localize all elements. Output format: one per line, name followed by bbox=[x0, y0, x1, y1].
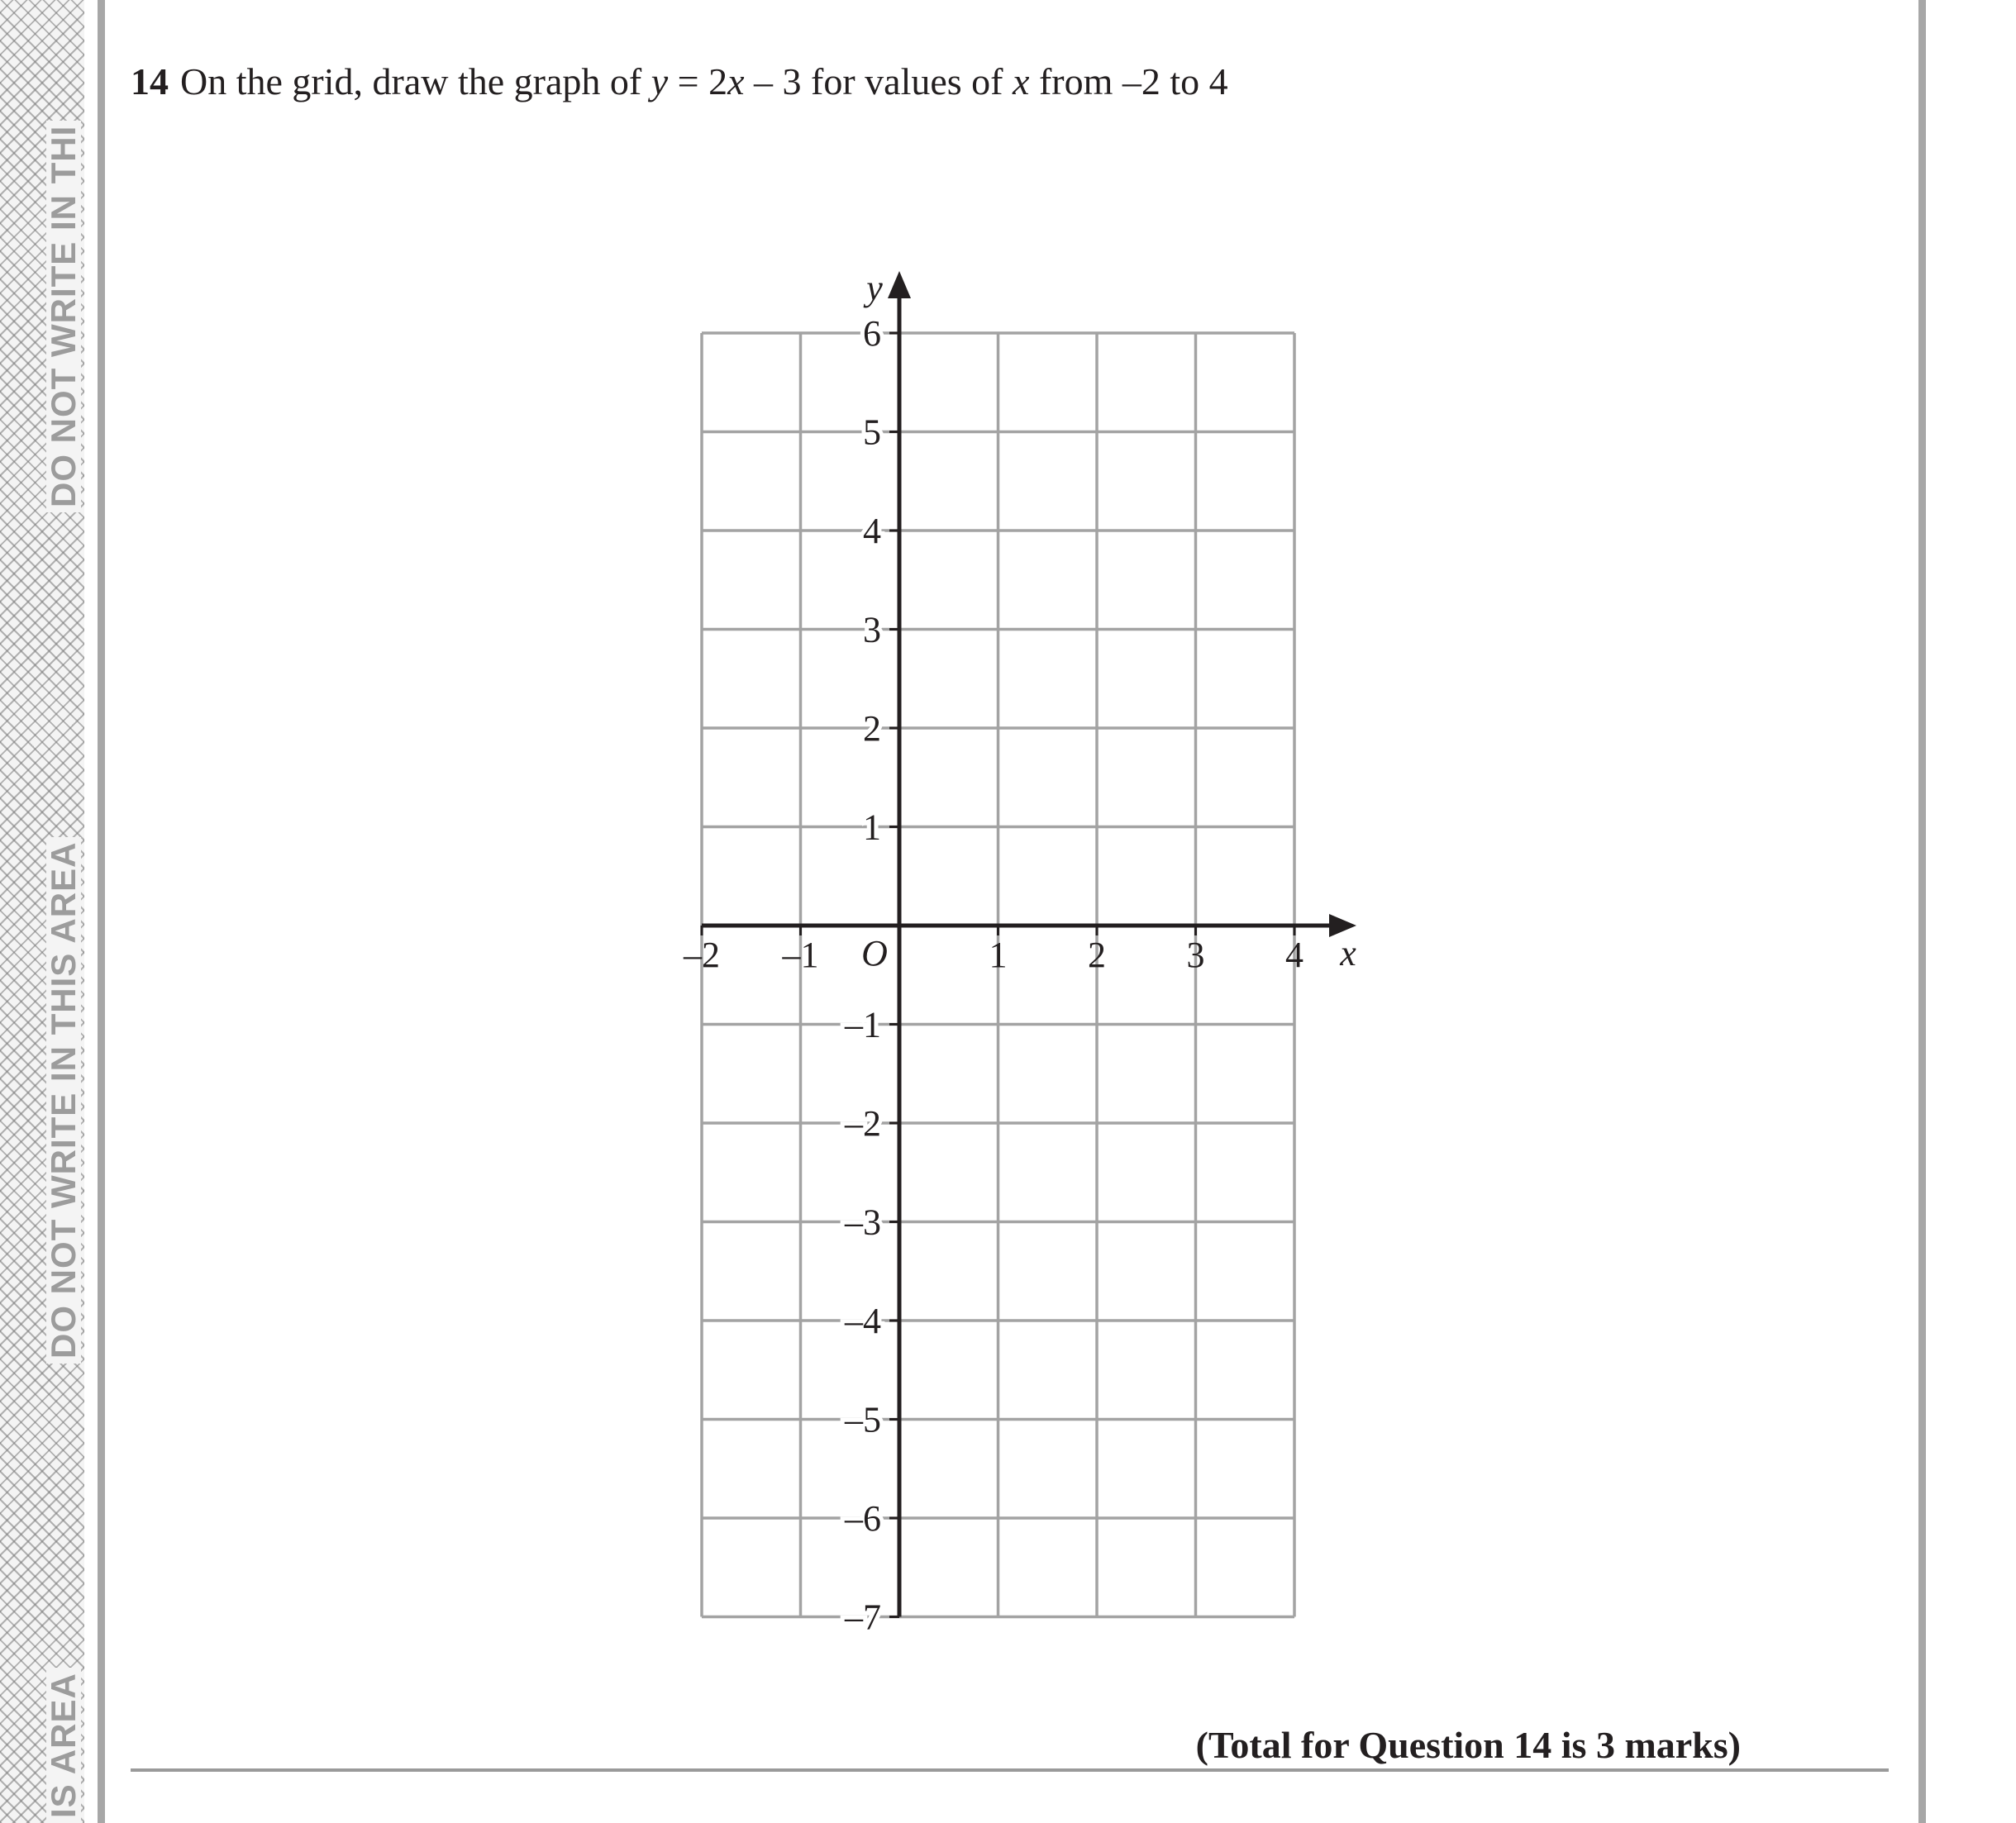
y-tick-label: 6 bbox=[863, 313, 881, 354]
x-tick-label: 4 bbox=[1285, 935, 1303, 975]
y-tick-label: 5 bbox=[863, 412, 881, 453]
x-tick-label: 3 bbox=[1186, 935, 1205, 975]
y-axis-arrow-icon bbox=[888, 271, 911, 298]
question-part: On the grid, draw the graph of bbox=[180, 60, 651, 102]
bottom-rule bbox=[131, 1768, 1889, 1772]
margin-warning-text-2: DO NOT WRITE IN THIS AREA bbox=[46, 837, 81, 1364]
question-number: 14 bbox=[131, 60, 169, 102]
y-tick-label: 3 bbox=[863, 609, 881, 650]
y-axis-label: y bbox=[866, 268, 883, 308]
total-marks: (Total for Question 14 is 3 marks) bbox=[1195, 1724, 1741, 1766]
question-variable: x bbox=[1013, 60, 1030, 102]
y-tick-label: –2 bbox=[845, 1103, 881, 1144]
x-tick-label: 2 bbox=[1088, 935, 1106, 975]
question-part: from –2 to 4 bbox=[1029, 60, 1228, 102]
y-tick-label: –5 bbox=[845, 1399, 881, 1440]
y-tick-label: 1 bbox=[863, 807, 881, 848]
margin-warning-text-3: IS AREA bbox=[46, 1668, 81, 1823]
origin-label: O bbox=[861, 933, 888, 973]
y-tick-label: 4 bbox=[863, 511, 881, 551]
question-part: = 2 bbox=[668, 60, 728, 102]
margin-warning-text-1: DO NOT WRITE IN THI bbox=[46, 121, 81, 512]
question-variable: x bbox=[727, 60, 745, 102]
y-tick-label: 2 bbox=[863, 708, 881, 749]
y-tick-label: –1 bbox=[845, 1004, 881, 1045]
x-tick-label: –1 bbox=[782, 935, 819, 975]
y-tick-label: –4 bbox=[845, 1301, 881, 1341]
x-tick-label: 1 bbox=[989, 935, 1008, 975]
x-axis-label: x bbox=[1340, 933, 1356, 973]
x-tick-label: –2 bbox=[684, 935, 720, 975]
question-variable: y bbox=[651, 60, 669, 102]
question-part: – 3 bbox=[744, 60, 812, 102]
y-tick-label: –6 bbox=[845, 1498, 881, 1539]
question-part: for values of bbox=[811, 60, 1013, 102]
y-tick-label: –7 bbox=[845, 1597, 881, 1638]
y-tick-label: –3 bbox=[845, 1202, 881, 1243]
